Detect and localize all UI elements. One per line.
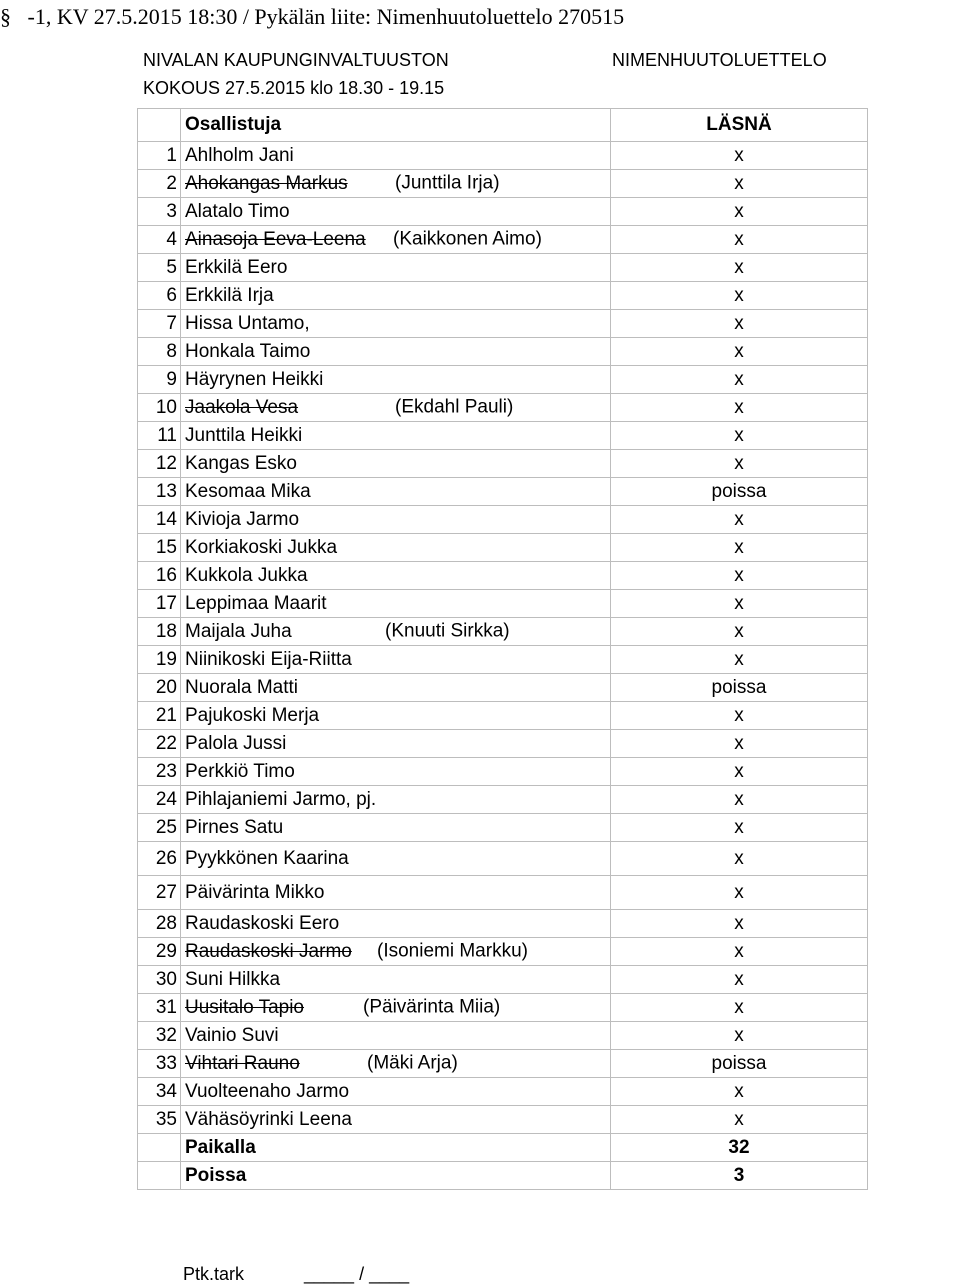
table-row (138, 758, 868, 786)
member-cell (181, 562, 611, 590)
table-row (138, 394, 868, 422)
row-number: 24 (138, 786, 181, 814)
summary-label: Poissa (181, 1162, 611, 1190)
row-number: 10 (138, 394, 181, 422)
member-cell (181, 814, 611, 842)
substitute-name: (Junttila Irja) (395, 172, 500, 194)
row-number: 9 (138, 366, 181, 394)
member-cell (181, 366, 611, 394)
summary-value: 3 (611, 1162, 868, 1190)
member-cell (181, 702, 611, 730)
table-row (138, 786, 868, 814)
summary-label: Paikalla (181, 1134, 611, 1162)
presence-mark: x (611, 702, 868, 730)
row-number: 8 (138, 338, 181, 366)
member-name: Kangas Esko (185, 452, 297, 474)
member-name: Vainio Suvi (185, 1024, 279, 1046)
row-number: 26 (138, 842, 181, 876)
substitute-name: (Päivärinta Miia) (363, 996, 501, 1018)
header-participants: Osallistuja (181, 109, 611, 142)
presence-mark: x (611, 876, 868, 910)
section-mark: § (0, 4, 11, 29)
member-cell (181, 1022, 611, 1050)
row-number: 28 (138, 910, 181, 938)
member-name: Maijala Juha (185, 620, 292, 642)
member-name: Pyykkönen Kaarina (185, 847, 349, 869)
table-row (138, 646, 868, 674)
member-name: Kukkola Jukka (185, 564, 308, 586)
presence-mark: x (611, 226, 868, 254)
presence-mark: x (611, 1078, 868, 1106)
presence-mark: x (611, 562, 868, 590)
row-number: 3 (138, 198, 181, 226)
row-number: 32 (138, 1022, 181, 1050)
table-row (138, 1078, 868, 1106)
row-number: 6 (138, 282, 181, 310)
member-cell (181, 1050, 611, 1078)
row-number: 30 (138, 966, 181, 994)
row-number: 22 (138, 730, 181, 758)
member-name: Erkkilä Irja (185, 284, 274, 306)
presence-mark: poissa (611, 1050, 868, 1078)
member-name: Pihlajaniemi Jarmo, pj. (185, 788, 377, 810)
row-number: 20 (138, 674, 181, 702)
member-name: Pajukoski Merja (185, 704, 320, 726)
presence-mark: x (611, 910, 868, 938)
row-number: 31 (138, 994, 181, 1022)
presence-mark: x (611, 338, 868, 366)
table-row (138, 534, 868, 562)
member-cell (181, 226, 611, 254)
row-number: 2 (138, 170, 181, 198)
member-cell (181, 282, 611, 310)
summary-empty (138, 1162, 181, 1190)
header-num-cell (138, 109, 181, 142)
row-number: 17 (138, 590, 181, 618)
member-name: Suni Hilkka (185, 968, 281, 990)
member-name: Perkkiö Timo (185, 760, 295, 782)
presence-mark: x (611, 394, 868, 422)
presence-mark: x (611, 842, 868, 876)
row-number: 25 (138, 814, 181, 842)
table-row (138, 842, 868, 876)
presence-mark: x (611, 198, 868, 226)
row-number: 1 (138, 142, 181, 170)
presence-mark: x (611, 450, 868, 478)
presence-mark: x (611, 310, 868, 338)
table-row (138, 170, 868, 198)
table-row (138, 618, 868, 646)
presence-mark: x (611, 254, 868, 282)
member-cell (181, 310, 611, 338)
row-number: 35 (138, 1106, 181, 1134)
row-number: 21 (138, 702, 181, 730)
member-name: Raudaskoski Eero (185, 912, 340, 934)
member-name: Raudaskoski Jarmo (185, 940, 352, 962)
member-cell (181, 394, 611, 422)
presence-mark: x (611, 142, 868, 170)
table-row (138, 562, 868, 590)
table-row (138, 876, 868, 910)
summary-row (138, 1162, 868, 1190)
member-name: Ahlholm Jani (185, 144, 294, 166)
summary-value: 32 (611, 1134, 868, 1162)
table-row (138, 590, 868, 618)
row-number: 7 (138, 310, 181, 338)
table-row (138, 142, 868, 170)
row-number: 15 (138, 534, 181, 562)
presence-mark: x (611, 1022, 868, 1050)
member-name: Honkala Taimo (185, 340, 311, 362)
member-name: Erkkilä Eero (185, 256, 288, 278)
member-cell (181, 1078, 611, 1106)
table-row (138, 366, 868, 394)
document-type: NIMENHUUTOLUETTELO (612, 50, 827, 70)
table-row (138, 966, 868, 994)
presence-mark: x (611, 618, 868, 646)
member-name: Palola Jussi (185, 732, 287, 754)
presence-mark: x (611, 422, 868, 450)
member-name: Vihtari Rauno (185, 1052, 300, 1074)
member-name: Vuolteenaho Jarmo (185, 1080, 350, 1102)
member-cell (181, 478, 611, 506)
member-cell (181, 994, 611, 1022)
table-row (138, 254, 868, 282)
row-number: 29 (138, 938, 181, 966)
presence-mark: x (611, 994, 868, 1022)
table-header-row (138, 109, 868, 142)
member-cell (181, 534, 611, 562)
member-cell (181, 730, 611, 758)
row-number: 27 (138, 876, 181, 910)
presence-mark: x (611, 646, 868, 674)
member-cell (181, 938, 611, 966)
header-present: LÄSNÄ (611, 109, 868, 142)
summary-empty (138, 1134, 181, 1162)
member-cell (181, 1106, 611, 1134)
member-cell (181, 506, 611, 534)
presence-mark: x (611, 590, 868, 618)
table-row (138, 1050, 868, 1078)
signature-lines: _____ / ____ (304, 1264, 410, 1284)
table-row (138, 422, 868, 450)
member-cell (181, 198, 611, 226)
member-name: Ahokangas Markus (185, 172, 348, 194)
member-cell (181, 910, 611, 938)
header-text: -1, KV 27.5.2015 18:30 / Pykälän liite: Nimenhuutoluettelo 270515 (27, 4, 625, 29)
table-row (138, 938, 868, 966)
member-name: Alatalo Timo (185, 200, 290, 222)
member-cell (181, 758, 611, 786)
member-cell (181, 142, 611, 170)
member-name: Häyrynen Heikki (185, 368, 324, 390)
table-row (138, 730, 868, 758)
table-row (138, 338, 868, 366)
ptk-label: Ptk.tark (183, 1264, 245, 1284)
table-row (138, 198, 868, 226)
presence-mark: x (611, 758, 868, 786)
presence-mark: x (611, 282, 868, 310)
organization-title: NIVALAN KAUPUNGINVALTUUSTON (143, 50, 449, 70)
presence-mark: x (611, 966, 868, 994)
row-number: 18 (138, 618, 181, 646)
row-number: 33 (138, 1050, 181, 1078)
presence-mark: x (611, 534, 868, 562)
presence-mark: x (611, 938, 868, 966)
member-cell (181, 966, 611, 994)
member-cell (181, 450, 611, 478)
table-row (138, 1022, 868, 1050)
member-name: Kivioja Jarmo (185, 508, 300, 530)
substitute-name: (Mäki Arja) (367, 1052, 458, 1074)
row-number: 13 (138, 478, 181, 506)
member-name: Vähäsöyrinki Leena (185, 1108, 352, 1130)
member-cell (181, 876, 611, 910)
table-row (138, 1106, 868, 1134)
row-number: 5 (138, 254, 181, 282)
presence-mark: x (611, 170, 868, 198)
row-number: 11 (138, 422, 181, 450)
member-name: Leppimaa Maarit (185, 592, 327, 614)
member-cell (181, 254, 611, 282)
substitute-name: (Isoniemi Markku) (377, 940, 528, 962)
substitute-name: (Knuuti Sirkka) (385, 620, 510, 642)
member-name: Uusitalo Tapio (185, 996, 305, 1018)
table-row (138, 450, 868, 478)
substitute-name: (Kaikkonen Aimo) (393, 228, 542, 250)
member-name: Pirnes Satu (185, 816, 284, 838)
member-name: Jaakola Vesa (185, 396, 299, 418)
meeting-info: KOKOUS 27.5.2015 klo 18.30 - 19.15 (143, 78, 445, 98)
presence-mark: poissa (611, 478, 868, 506)
table-row (138, 226, 868, 254)
substitute-name: (Ekdahl Pauli) (395, 396, 514, 418)
presence-mark: x (611, 1106, 868, 1134)
member-cell (181, 646, 611, 674)
row-number: 16 (138, 562, 181, 590)
row-number: 34 (138, 1078, 181, 1106)
row-number: 14 (138, 506, 181, 534)
member-name: Nuorala Matti (185, 676, 298, 698)
member-name: Päivärinta Mikko (185, 881, 325, 903)
presence-mark: x (611, 366, 868, 394)
member-name: Junttila Heikki (185, 424, 303, 446)
row-number: 19 (138, 646, 181, 674)
presence-mark: x (611, 814, 868, 842)
member-name: Niinikoski Eija-Riitta (185, 648, 352, 670)
member-cell (181, 786, 611, 814)
member-cell (181, 170, 611, 198)
table-row (138, 282, 868, 310)
table-row (138, 814, 868, 842)
table-row (138, 910, 868, 938)
document-header (0, 4, 624, 30)
row-number: 23 (138, 758, 181, 786)
table-row (138, 994, 868, 1022)
table-row (138, 506, 868, 534)
row-number: 12 (138, 450, 181, 478)
presence-mark: x (611, 786, 868, 814)
member-name: Korkiakoski Jukka (185, 536, 338, 558)
table-row (138, 674, 868, 702)
member-name: Kesomaa Mika (185, 480, 311, 502)
roll-call-table (137, 108, 868, 1190)
presence-mark: x (611, 506, 868, 534)
presence-mark: poissa (611, 674, 868, 702)
member-name: Hissa Untamo, (185, 312, 310, 334)
row-number: 4 (138, 226, 181, 254)
summary-row (138, 1134, 868, 1162)
member-cell (181, 422, 611, 450)
member-name: Ainasoja Eeva-Leena (185, 228, 366, 250)
member-cell (181, 674, 611, 702)
minutes-check (183, 1264, 409, 1285)
table-row (138, 702, 868, 730)
table-row (138, 310, 868, 338)
table-row (138, 478, 868, 506)
member-cell (181, 842, 611, 876)
member-cell (181, 338, 611, 366)
member-cell (181, 618, 611, 646)
member-cell (181, 590, 611, 618)
presence-mark: x (611, 730, 868, 758)
